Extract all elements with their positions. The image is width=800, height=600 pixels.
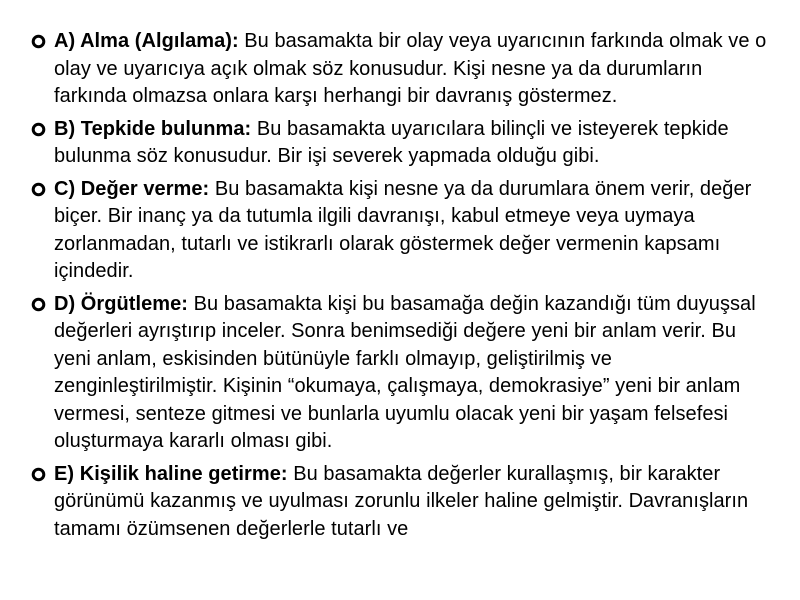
ring-bullet-icon: [31, 182, 46, 197]
list-item: [0, 291, 800, 456]
item-text: Bu basamakta kişi bu basamağa değin kazandığı tüm duyuşsal değerleri ayrıştırıp inceler. Sonra benimsediği değere yeni bir anlam verir. Bu yeni anlam, eskisinden bütünüyle farklı olmayıp, geliştirilmiş ve zenginleştirilmiştir. Kişinin “okumaya, çalışmaya, demokrasiye” yeni bir anlam vermesi, senteze gitmesi ve bunlarla uyumlu olacak yeni bir yaşam felsefesi oluşturmaya kararlı olması gibi.: [54, 292, 756, 452]
item-text: Bu basamakta değerler kurallaşmış, bir karakter görünümü kazanmış ve uyulması zorunlu ilkeler haline gelmiştir. Davranışların tamamı özümsenen değerlerle tutarlı ve: [54, 462, 749, 540]
item-term: D) Örgütleme:: [54, 292, 188, 315]
ring-bullet-icon: [31, 467, 46, 482]
item-term: E) Kişilik haline getirme:: [54, 462, 288, 485]
list-item: [0, 461, 800, 544]
list-item: [0, 176, 800, 286]
list-item: [0, 116, 800, 171]
item-term: B) Tepkide bulunma:: [54, 117, 252, 140]
ring-bullet-icon: [31, 34, 46, 49]
item-term: A) Alma (Algılama):: [54, 30, 239, 52]
ring-bullet-icon: [31, 297, 46, 312]
item-text: Bu basamakta kişi nesne ya da durumlara önem verir, değer biçer. Bir inanç ya da tutumla ilgili davranışı, kabul etmeye veya uymaya zorlanmadan, tutarlı ve istikrarlı olarak göstermek değer vermenin kapsamı içindedir.: [54, 177, 752, 282]
bullet-list: [0, 28, 800, 548]
item-text: Bu basamakta bir olay veya uyarıcının farkında olmak ve o olay ve uyarıcıya açık olmak söz konusudur. Kişi nesne ya da durumların farkında olmazsa onlara karşı herhangi bir davranış göstermez.: [54, 30, 767, 107]
list-item: [0, 28, 800, 111]
ring-bullet-icon: [31, 122, 46, 137]
item-text: Bu basamakta uyarıcılara bilinçli ve isteyerek tepkide bulunma söz konusudur. Bir işi severek yapmada olduğu gibi.: [54, 117, 729, 167]
item-term: C) Değer verme:: [54, 177, 210, 200]
